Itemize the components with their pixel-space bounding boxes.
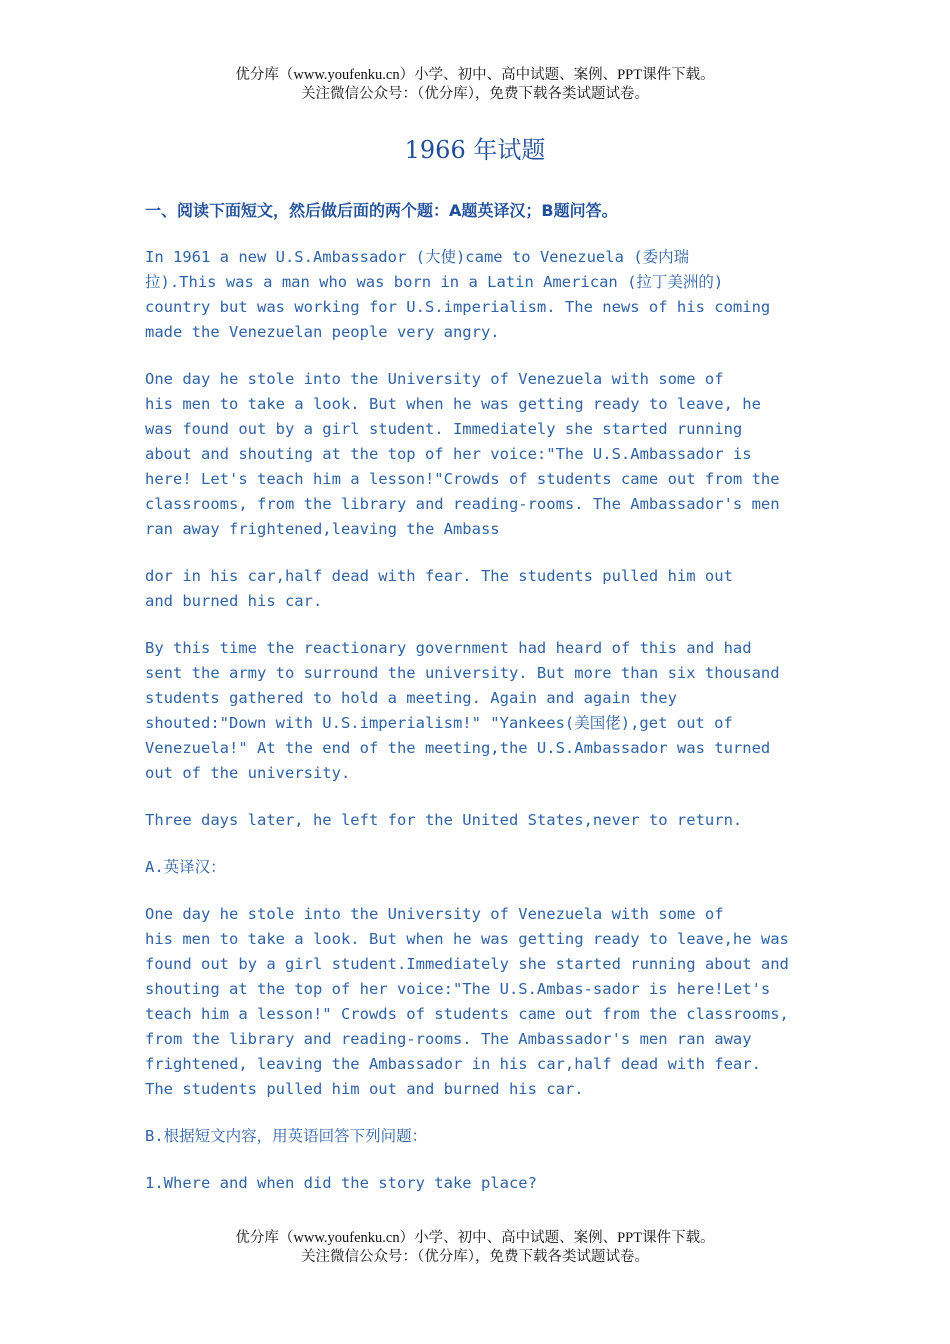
paragraph-car: dor in his car,half dead with fear. The students pulled him out and burned his car. (145, 567, 733, 610)
header-line-2: 关注微信公众号：（优分库），免费下载各类试题试卷。 (301, 86, 649, 102)
paragraph-meeting: By this time the reactionary government had heard of this and had sent the army to surround the university. But more than six thousand students gathered to hold a meeting. Again and again they shouted:"Down with U.S.imperialism!" "Yankees(美国佬),get out of Venezuela!" At the end of the meeting,the U.S.Ambassador was turned out of the university. (145, 639, 780, 782)
question-1: 1.Where and when did the story take place? (145, 1174, 537, 1192)
task-b-heading: B.根据短文内容，用英语回答下列问题： (145, 1127, 428, 1145)
paragraph-three-days: Three days later, he left for the United States,never to return. (145, 811, 743, 829)
page-footer (0, 1229, 950, 1267)
header-line-1: 优分库（www.youfenku.cn）小学、初中、高中试题、案例、PPT课件下载。 (235, 67, 715, 83)
paragraph-intro: In 1961 a new U.S.Ambassador (大使)came to Venezuela (委内瑞 拉).This was a man who was born in a Latin American (拉丁美洲的) country but was working for U.S.imperialism. The news of his coming made the Venezuelan people very angry. (145, 248, 771, 341)
task-a-heading: A.英译汉： (145, 858, 226, 876)
page-header (0, 66, 950, 104)
section-heading: 一、阅读下面短文，然后做后面的两个题：A题英译汉；B题问答。 (145, 201, 618, 220)
page-title: 1966 年试题 (404, 136, 546, 164)
task-a-passage: One day he stole into the University of Venezuela with some of his men to take a look. But when he was getting ready to leave,he was found out by a girl student.Immediately she started running about and shouting at the top of her voice:"The U.S.Ambas-sador is here!Let's teach him a lesson!" Crowds of students came out from the classrooms, from the library and reading-rooms. The Ambassador's men ran away frightened, leaving the Ambassador in his car,half dead with fear. The students pulled him out and burned his car. (145, 905, 789, 1098)
footer-line-2: 关注微信公众号：（优分库），免费下载各类试题试卷。 (301, 1249, 649, 1265)
paragraph-university: One day he stole into the University of Venezuela with some of his men to take a look. But when he was getting ready to leave, he was found out by a girl student. Immediately she started running about and shouting at the top of her voice:"The U.S.Ambassador is here! Let's teach him a lesson!"Crowds of students came out from the classrooms, from the library and reading-rooms. The Ambassador's men ran away frightened,leaving the Ambass (145, 370, 780, 538)
footer-line-1: 优分库（www.youfenku.cn）小学、初中、高中试题、案例、PPT课件下载。 (235, 1230, 715, 1246)
